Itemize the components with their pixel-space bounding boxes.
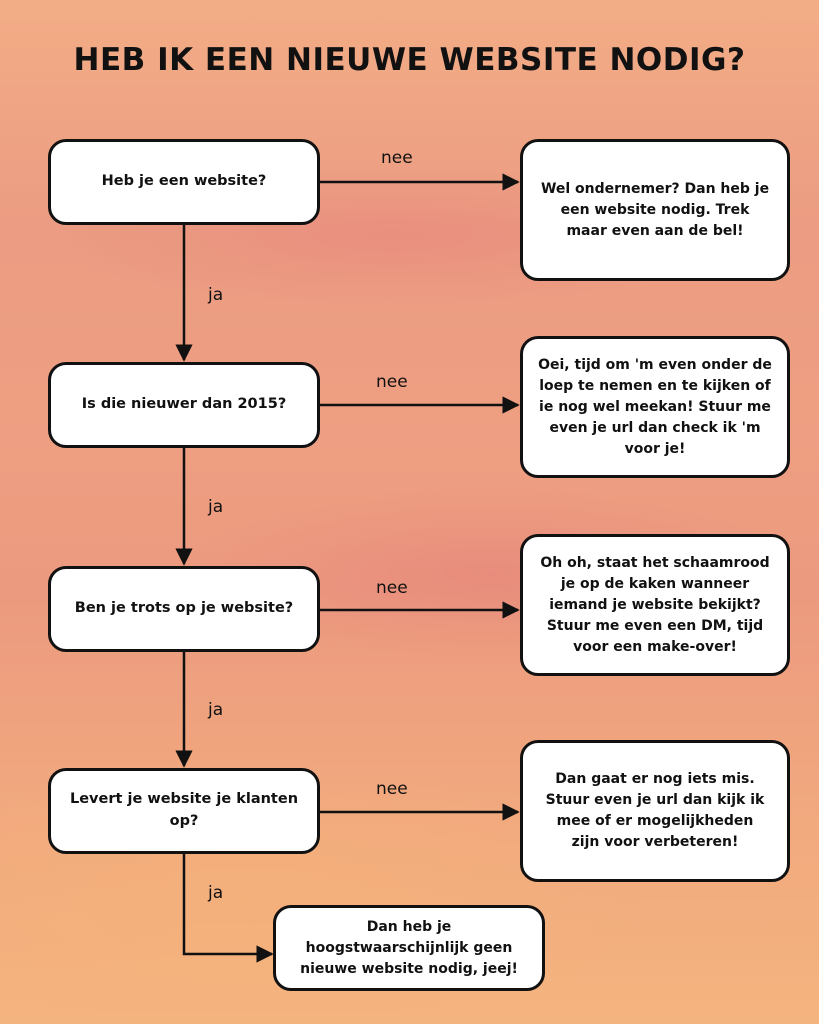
question-box-1: Heb je een website?: [48, 139, 320, 225]
page-title: HEB IK EEN NIEUWE WEBSITE NODIG?: [73, 42, 746, 78]
question-box-2: Is die nieuwer dan 2015?: [48, 362, 320, 448]
nee-label-4: nee: [376, 779, 408, 799]
answer-box-1: Wel ondernemer? Dan heb je een website nodig. Trek maar even aan de bel!: [520, 139, 790, 281]
final-box: Dan heb je hoogstwaarschijnlijk geen nieuwe website nodig, jeej!: [273, 905, 545, 991]
ja-label-1: ja: [208, 285, 224, 305]
answer-box-3: Oh oh, staat het schaamrood je op de kaken wanneer iemand je website bekijkt? Stuur me even een DM, tijd voor een make-over!: [520, 534, 790, 676]
answer-box-4: Dan gaat er nog iets mis. Stuur even je url dan kijk ik mee of er mogelijkheden zijn voor verbeteren!: [520, 740, 790, 882]
ja-label-4: ja: [208, 883, 224, 903]
question-box-4: Levert je website je klanten op?: [48, 768, 320, 854]
question-box-3: Ben je trots op je website?: [48, 566, 320, 652]
answer-box-2: Oei, tijd om 'm even onder de loep te nemen en te kijken of ie nog wel meekan! Stuur me even je url dan check ik 'm voor je!: [520, 336, 790, 478]
arrow-ja-4: [184, 854, 272, 954]
nee-label-3: nee: [376, 578, 408, 598]
ja-label-3: ja: [208, 700, 224, 720]
nee-label-1: nee: [381, 148, 413, 168]
nee-label-2: nee: [376, 372, 408, 392]
ja-label-2: ja: [208, 497, 224, 517]
